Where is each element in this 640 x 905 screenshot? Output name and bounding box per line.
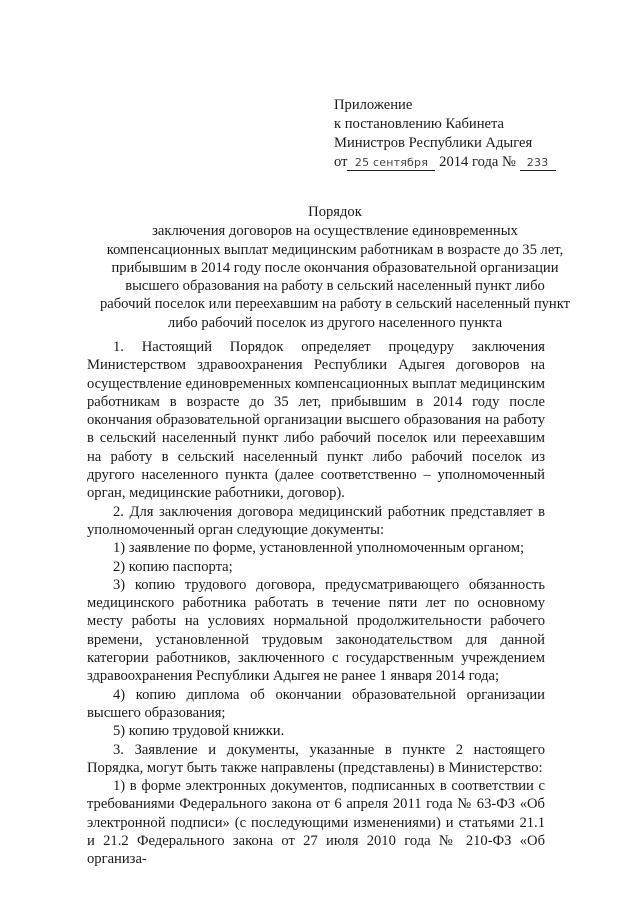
appendix-date-handwritten: 25 сентября (354, 156, 429, 169)
paragraph-1: 1. Настоящий Порядок определяет процедуру заключения Министерством здравоохранения Республики Адыгея договоров на осуществление единовременных компенсационных выплат медицинским работникам в возрасте до 35 лет, прибывшим в 2014 году после окончания образовательной организации высшего образования на работу в сельский населенный пункт либо рабочий поселок или переехавшим на работу в сельский населенный пункт либо рабочий поселок из другого населенного пункта (далее соответственно – уполномоченный орган, медицинские работники, договор). (87, 339, 545, 502)
paragraph-2: 2. Для заключения договора медицинский работник представляет в уполномоченный орган следующие документы: (87, 503, 545, 538)
title-word: Порядок (308, 204, 362, 220)
document-body (87, 338, 545, 869)
list-item: 1) в форме электронных документов, подписанных в соответствии с требованиями Федерального закона от 6 апреля 2011 года № 63-ФЗ «Об электронной подписи» (с последующими изменениями) и статьями 21.1 и 21.2 Федерального закона от 27 июля 2010 года № 210-ФЗ «Об организа- (87, 778, 545, 868)
paragraph-3: 3. Заявление и документы, указанные в пункте 2 настоящего Порядка, могут быть также направлены (представлены) в Министерство: (87, 741, 545, 776)
title-line: рабочий поселок или переехавшим на работу в сельский населенный пункт (99, 296, 571, 313)
appendix-number-field (520, 155, 556, 171)
appendix-resolution: к постановлению Кабинета (334, 116, 505, 132)
appendix-year-text: 2014 года № (439, 154, 516, 170)
list-item: 5) копию трудовой книжки. (113, 723, 285, 740)
appendix-header (334, 96, 556, 172)
appendix-label: Приложение (334, 97, 413, 113)
list-item: 2) копию паспорта; (113, 558, 233, 575)
appendix-ministry: Министров Республики Адыгея (334, 135, 533, 151)
title-line: компенсационных выплат медицинским работникам в возрасте до 35 лет, (106, 241, 564, 258)
list-item: 1) заявление по форме, установленной уполномоченным органом; (113, 540, 525, 557)
appendix-date-line (334, 153, 556, 172)
title-line: высшего образования на работу в сельский населенный пункт либо (125, 278, 545, 295)
title-line: заключения договоров на осуществление единовременных (152, 223, 518, 240)
title-line: прибывшим в 2014 году после окончания образовательной организации (111, 259, 559, 276)
title-line: либо рабочий поселок из другого населенного пункта (167, 314, 503, 331)
list-item: 4) копию диплома об окончании образовательной организации высшего образования; (87, 686, 545, 721)
appendix-from: от (334, 154, 348, 170)
document-title (70, 203, 600, 332)
appendix-number-handwritten: 233 (526, 156, 549, 169)
appendix-date-field (347, 155, 435, 171)
list-item: 3) копию трудового договора, предусматривающего обязанность медицинского работника работать в течение пяти лет по основному месту работы на условиях нормальной продолжительности рабочего времени, установленной трудовым законодательством для данной категории работников, заключенного с государственным учреждением здравоохранения Республики Адыгея не ранее 1 января 2014 года; (87, 576, 545, 685)
